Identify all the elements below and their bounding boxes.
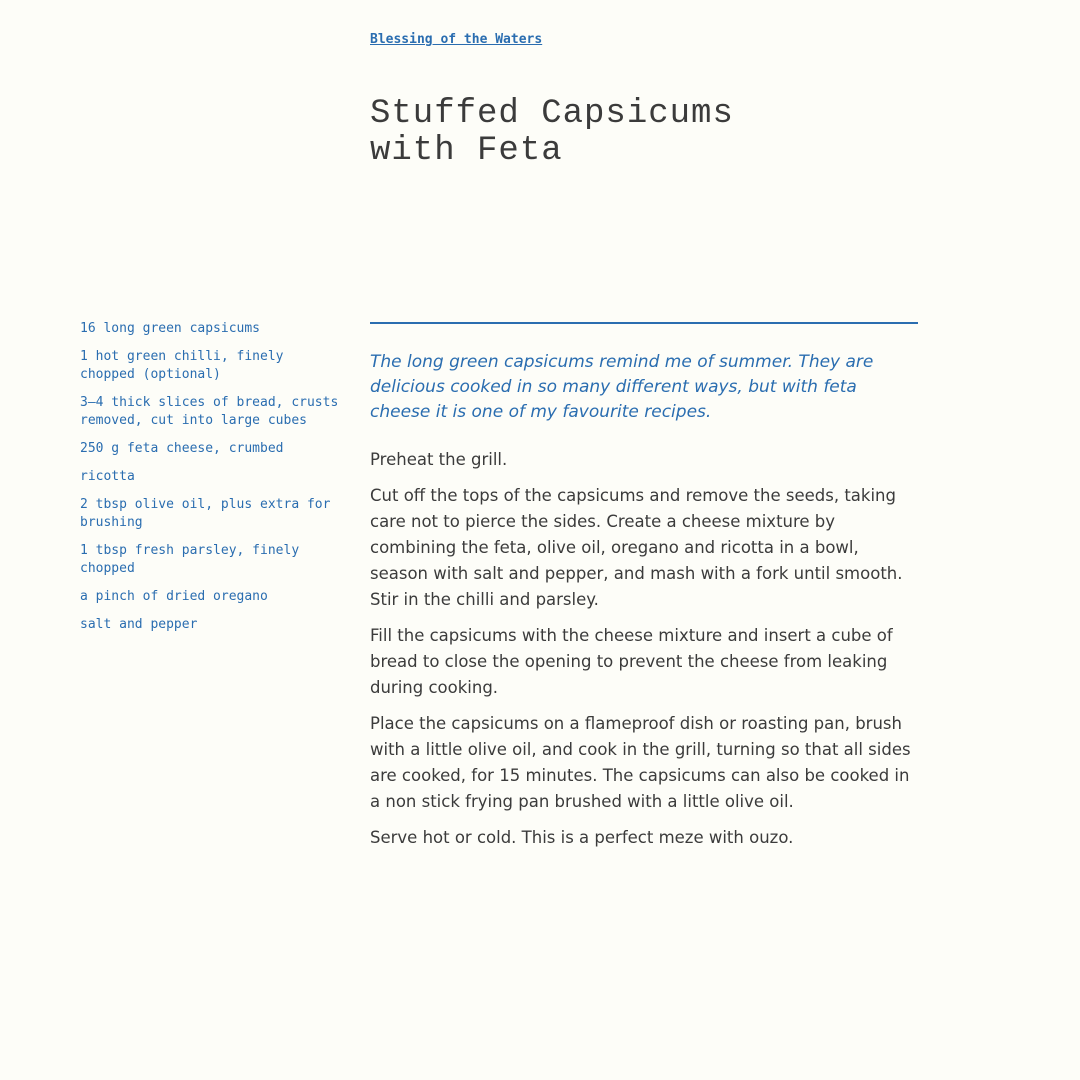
ingredient-item: a pinch of dried oregano — [80, 589, 268, 604]
method-step: Serve hot or cold. This is a perfect meze with ouzo. — [370, 828, 794, 847]
recipe-title-line-1: Stuffed Capsicums — [370, 95, 734, 133]
ingredient-item: 1 tbsp fresh parsley, finely chopped — [80, 543, 300, 576]
ingredient-item: 1 hot green chilli, finely chopped (optional) — [80, 349, 284, 382]
ingredients-list — [80, 320, 340, 644]
recipe-intro: The long green capsicums remind me of summer. They are delicious cooked in so many different ways, but with feta cheese it is one of my favourite recipes. — [370, 352, 874, 422]
ingredient-item: 2 tbsp olive oil, plus extra for brushing — [80, 497, 331, 530]
recipe-body — [370, 350, 918, 861]
method-step: Preheat the grill. — [370, 450, 508, 469]
section-divider — [370, 322, 918, 324]
ingredient-item: salt and pepper — [80, 617, 198, 632]
ingredient-item: 250 g feta cheese, crumbed — [80, 441, 284, 456]
recipe-title — [370, 96, 734, 170]
chapter-link[interactable]: Blessing of the Waters — [370, 32, 543, 47]
ingredient-item: 3–4 thick slices of bread, crusts removed, cut into large cubes — [80, 395, 339, 428]
method-step: Fill the capsicums with the cheese mixture and insert a cube of bread to close the opening to prevent the cheese from leaking during cooking. — [370, 626, 893, 697]
method-step: Cut off the tops of the capsicums and remove the seeds, taking care not to pierce the sides. Create a cheese mixture by combining the feta, olive oil, oregano and ricotta in a bowl, season with salt and pepper, and mash with a fork until smooth. Stir in the chilli and parsley. — [370, 486, 903, 609]
ingredient-item: ricotta — [80, 469, 135, 484]
method-step: Place the capsicums on a flameproof dish or roasting pan, brush with a little olive oil, and cook in the grill, turning so that all sides are cooked, for 15 minutes. The capsicums can also be cooked in a non stick frying pan brushed with a little olive oil. — [370, 714, 911, 811]
ingredient-item: 16 long green capsicums — [80, 321, 261, 336]
recipe-title-line-2: with Feta — [370, 132, 563, 170]
